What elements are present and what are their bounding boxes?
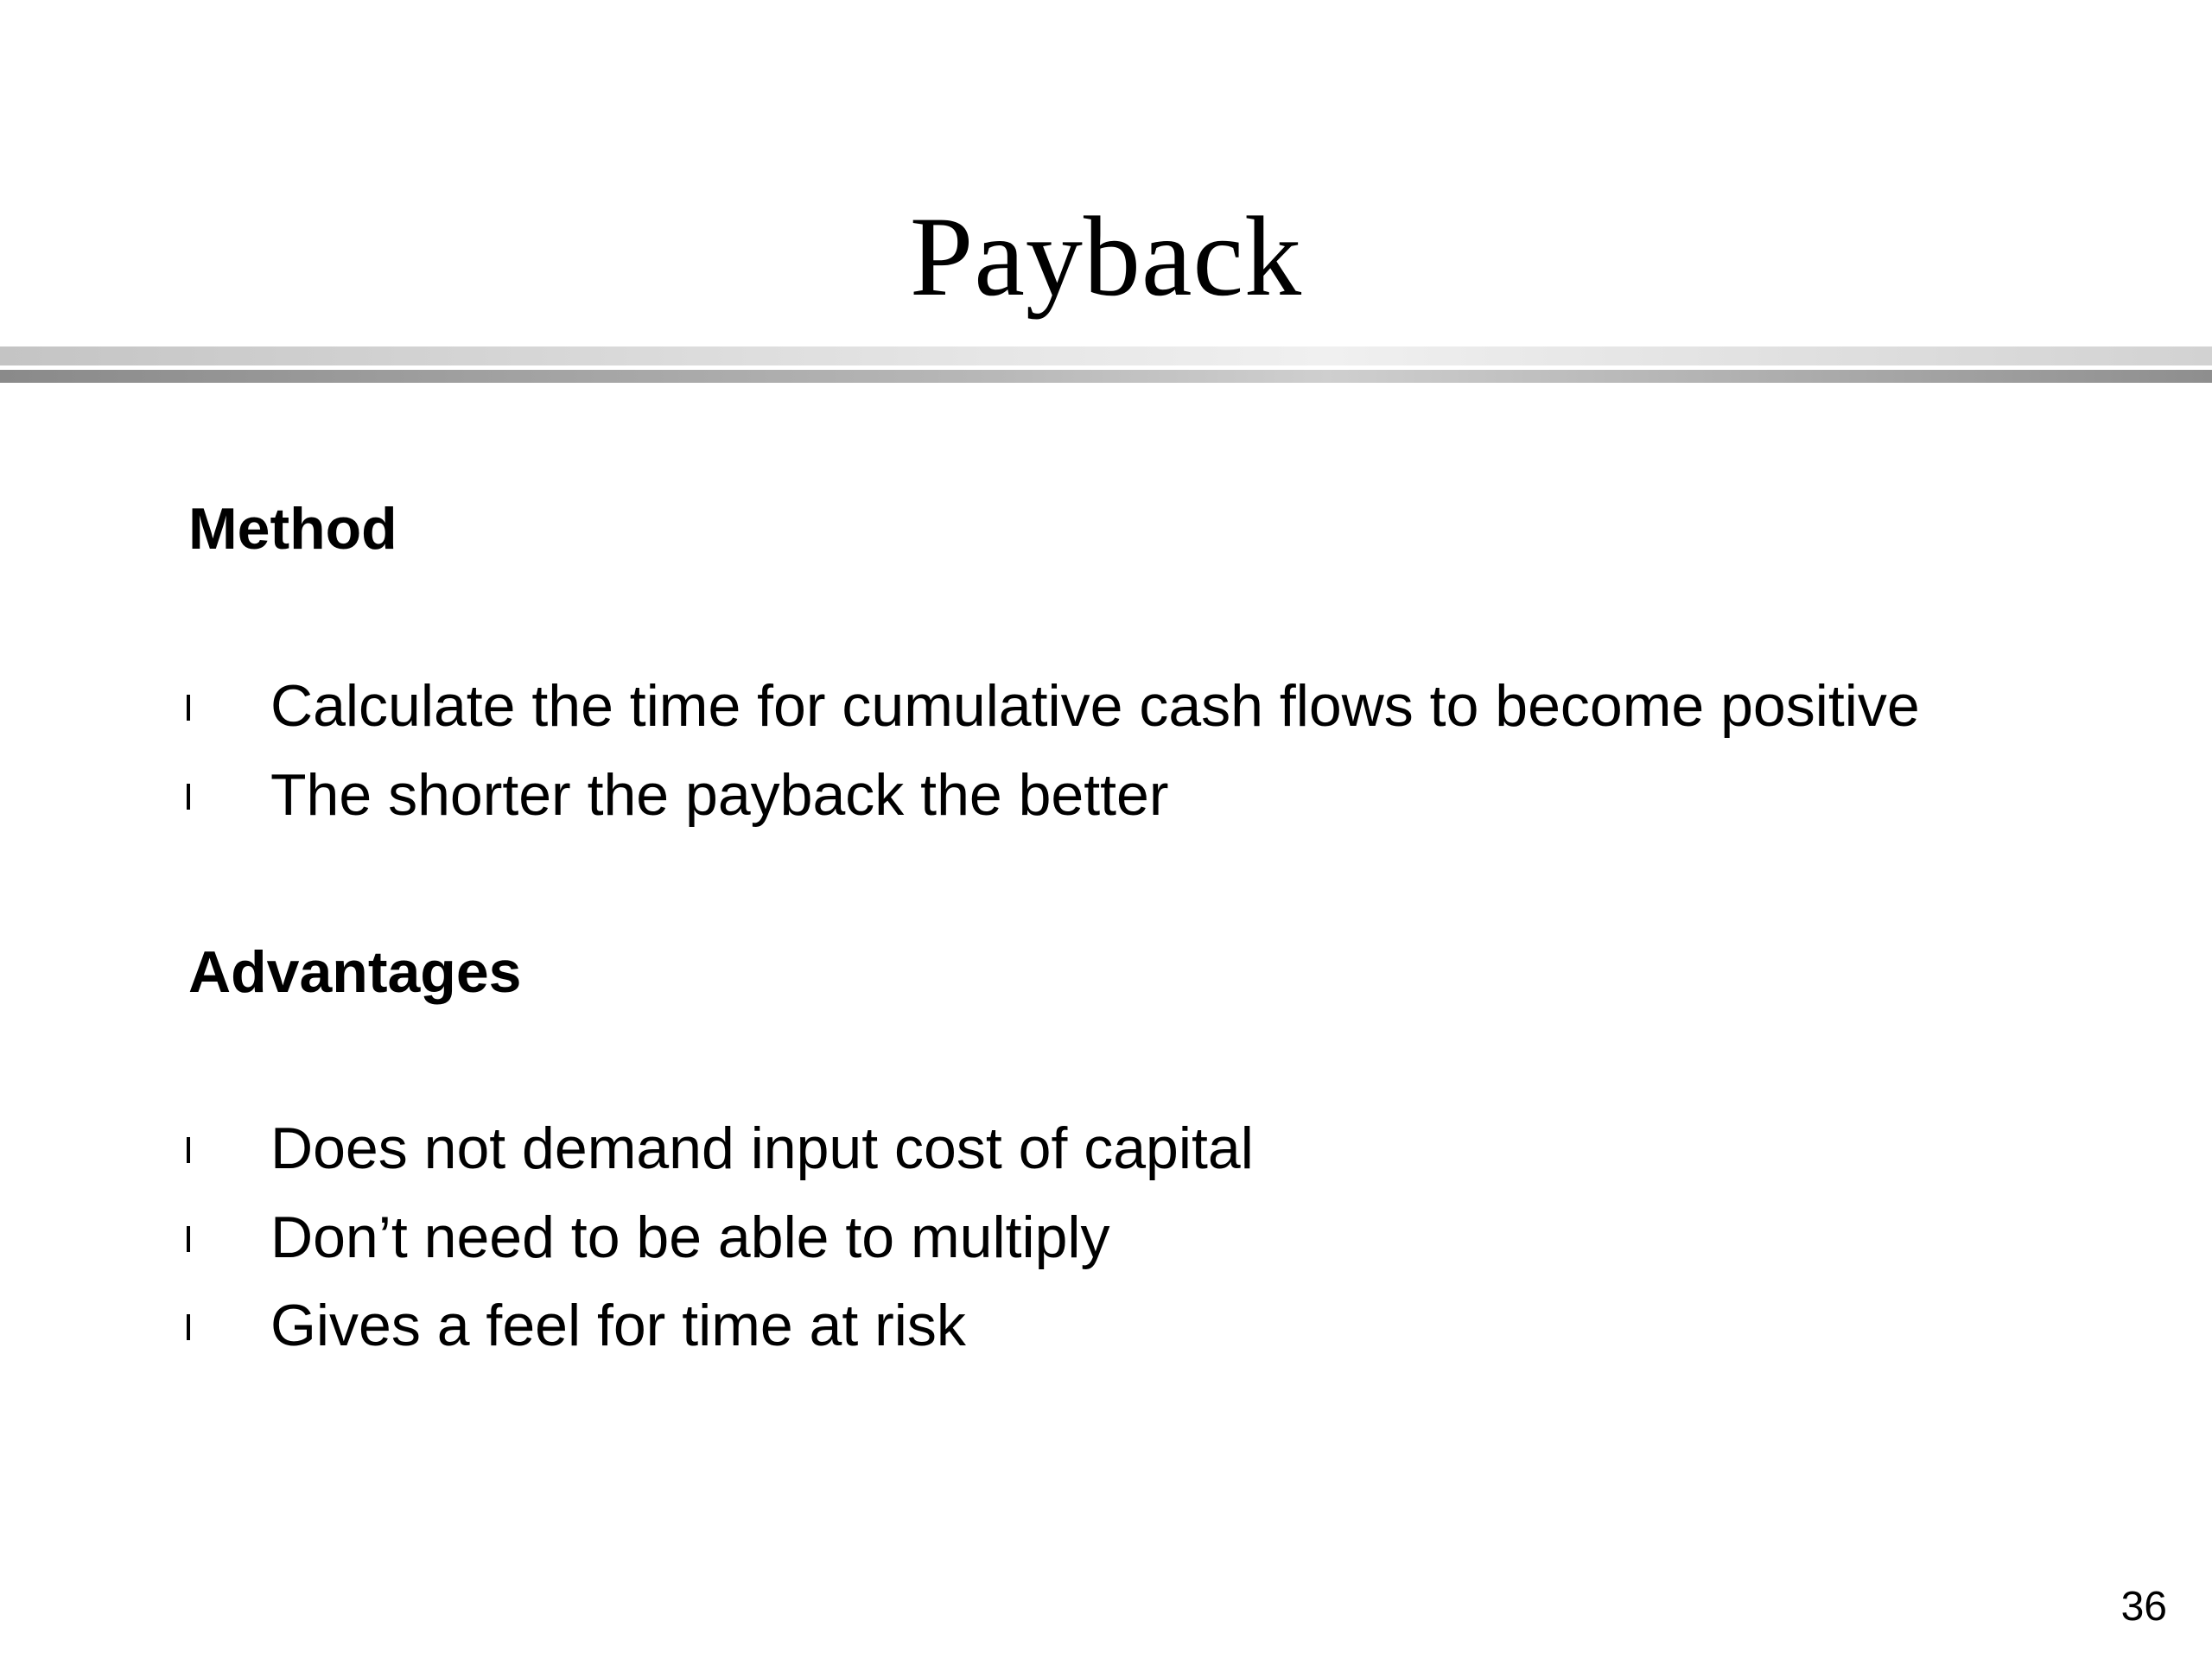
list-item <box>0 1109 2212 1187</box>
bullet-icon <box>187 1226 190 1252</box>
list-item-text: Does not demand input cost of capital <box>270 1116 1254 1181</box>
section-heading-method: Method <box>188 496 397 562</box>
list-item-text: The shorter the payback the better <box>270 762 1169 828</box>
list-item <box>0 756 2212 834</box>
title-divider-bottom <box>0 370 2212 383</box>
bullet-icon <box>187 784 190 810</box>
list-item <box>0 1287 2212 1364</box>
slide-title: Payback <box>909 193 1303 320</box>
list-item-text: Don’t need to be able to multiply <box>270 1205 1110 1270</box>
list-item-text: Gives a feel for time at risk <box>270 1293 966 1358</box>
list-item-text: Calculate the time for cumulative cash flows to become positive <box>270 673 1920 739</box>
bullet-icon <box>187 1137 190 1163</box>
title-divider-top <box>0 346 2212 365</box>
section-heading-advantages: Advantages <box>188 939 522 1005</box>
page-number: 36 <box>2120 1584 2167 1630</box>
bullet-icon <box>187 695 190 721</box>
list-item <box>0 1198 2212 1276</box>
list-item <box>0 667 2212 745</box>
bullet-icon <box>187 1314 190 1340</box>
